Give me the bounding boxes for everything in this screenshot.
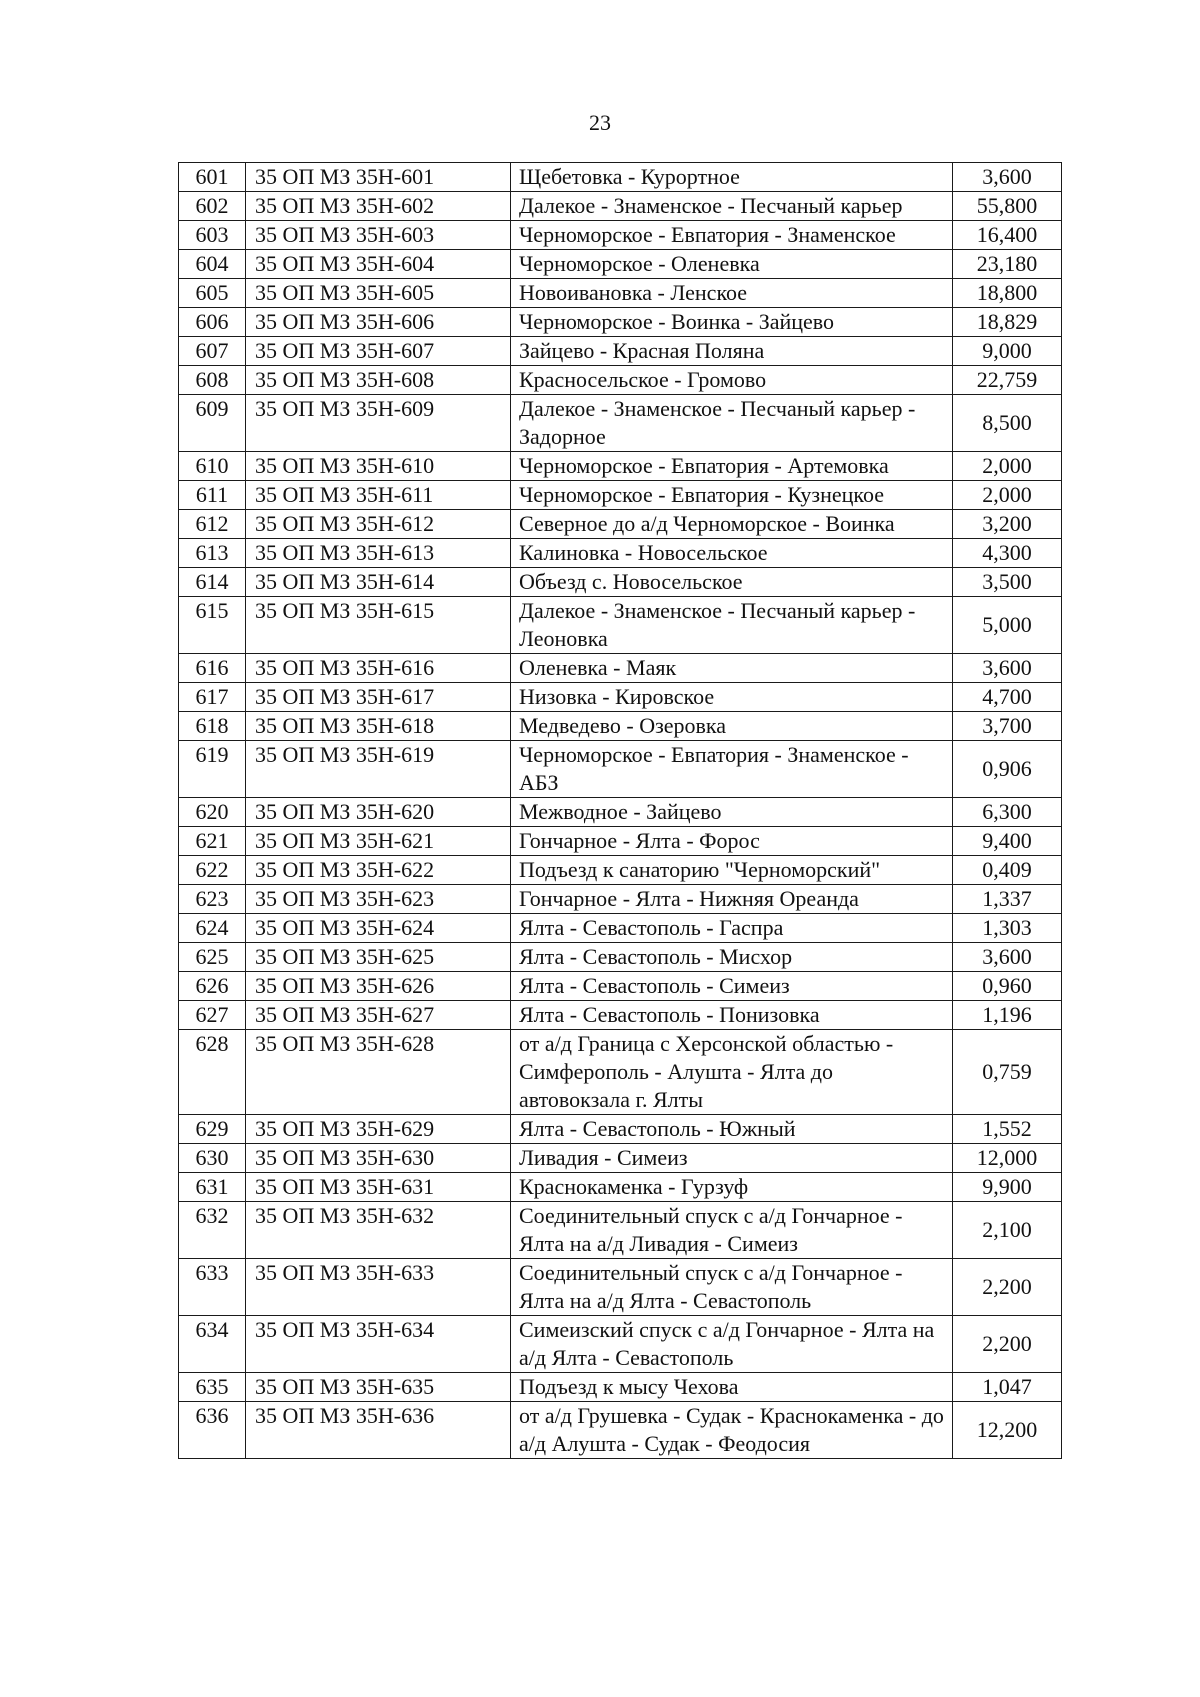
road-code-cell: 35 ОП МЗ 35Н-628 [246,1030,511,1115]
road-length-cell: 0,960 [953,972,1062,1001]
road-code-cell: 35 ОП МЗ 35Н-619 [246,741,511,798]
road-name-cell: Гончарное - Ялта - Форос [511,827,953,856]
road-code-cell: 35 ОП МЗ 35Н-625 [246,943,511,972]
row-number-cell: 624 [179,914,246,943]
table-row [179,654,1062,683]
road-name-cell: Оленевка - Маяк [511,654,953,683]
road-code-cell: 35 ОП МЗ 35Н-632 [246,1202,511,1259]
road-length-cell: 3,600 [953,654,1062,683]
row-number-cell: 601 [179,163,246,192]
table-row [179,1001,1062,1030]
road-code-cell: 35 ОП МЗ 35Н-611 [246,481,511,510]
table-row [179,943,1062,972]
table-row [179,1316,1062,1373]
road-length-cell: 2,000 [953,481,1062,510]
road-code-cell: 35 ОП МЗ 35Н-610 [246,452,511,481]
row-number-cell: 611 [179,481,246,510]
road-code-cell: 35 ОП МЗ 35Н-621 [246,827,511,856]
road-name-cell: Красносельское - Громово [511,366,953,395]
road-length-cell: 12,000 [953,1144,1062,1173]
road-length-cell: 3,600 [953,943,1062,972]
row-number-cell: 619 [179,741,246,798]
row-number-cell: 605 [179,279,246,308]
road-name-cell: Щебетовка - Курортное [511,163,953,192]
row-number-cell: 608 [179,366,246,395]
road-length-cell: 22,759 [953,366,1062,395]
road-code-cell: 35 ОП МЗ 35Н-614 [246,568,511,597]
row-number-cell: 632 [179,1202,246,1259]
road-name-cell: Далекое - Знаменское - Песчаный карьер - Леоновка [511,597,953,654]
road-name-cell: Черноморское - Евпатория - Знаменское - АБЗ [511,741,953,798]
road-name-cell: Черноморское - Евпатория - Кузнецкое [511,481,953,510]
road-length-cell: 3,500 [953,568,1062,597]
road-length-cell: 1,552 [953,1115,1062,1144]
row-number-cell: 623 [179,885,246,914]
road-length-cell: 8,500 [953,395,1062,452]
road-name-cell: Ялта - Севастополь - Понизовка [511,1001,953,1030]
row-number-cell: 633 [179,1259,246,1316]
row-number-cell: 635 [179,1373,246,1402]
road-code-cell: 35 ОП МЗ 35Н-612 [246,510,511,539]
row-number-cell: 607 [179,337,246,366]
road-length-cell: 4,700 [953,683,1062,712]
road-code-cell: 35 ОП МЗ 35Н-603 [246,221,511,250]
row-number-cell: 627 [179,1001,246,1030]
road-name-cell: Калиновка - Новосельское [511,539,953,568]
row-number-cell: 634 [179,1316,246,1373]
road-name-cell: Черноморское - Воинка - Зайцево [511,308,953,337]
road-name-cell: Объезд с. Новосельское [511,568,953,597]
table-row [179,568,1062,597]
table-row [179,1202,1062,1259]
road-code-cell: 35 ОП МЗ 35Н-630 [246,1144,511,1173]
road-length-cell: 3,200 [953,510,1062,539]
road-code-cell: 35 ОП МЗ 35Н-604 [246,250,511,279]
road-length-cell: 18,800 [953,279,1062,308]
row-number-cell: 626 [179,972,246,1001]
road-code-cell: 35 ОП МЗ 35Н-626 [246,972,511,1001]
road-length-cell: 0,906 [953,741,1062,798]
road-name-cell: Черноморское - Евпатория - Знаменское [511,221,953,250]
row-number-cell: 612 [179,510,246,539]
table-row [179,683,1062,712]
road-code-cell: 35 ОП МЗ 35Н-622 [246,856,511,885]
table-row [179,337,1062,366]
road-name-cell: Подъезд к санаторию "Черноморский" [511,856,953,885]
row-number-cell: 613 [179,539,246,568]
table-row [179,510,1062,539]
road-name-cell: Далекое - Знаменское - Песчаный карьер - Задорное [511,395,953,452]
road-code-cell: 35 ОП МЗ 35Н-602 [246,192,511,221]
row-number-cell: 604 [179,250,246,279]
road-name-cell: Зайцево - Красная Поляна [511,337,953,366]
row-number-cell: 629 [179,1115,246,1144]
table-row [179,972,1062,1001]
table-row [179,163,1062,192]
road-code-cell: 35 ОП МЗ 35Н-601 [246,163,511,192]
table-row [179,856,1062,885]
road-code-cell: 35 ОП МЗ 35Н-608 [246,366,511,395]
table-row [179,250,1062,279]
row-number-cell: 602 [179,192,246,221]
road-code-cell: 35 ОП МЗ 35Н-615 [246,597,511,654]
road-code-cell: 35 ОП МЗ 35Н-634 [246,1316,511,1373]
row-number-cell: 620 [179,798,246,827]
road-length-cell: 2,200 [953,1259,1062,1316]
road-code-cell: 35 ОП МЗ 35Н-629 [246,1115,511,1144]
road-code-cell: 35 ОП МЗ 35Н-618 [246,712,511,741]
table-row [179,481,1062,510]
road-length-cell: 16,400 [953,221,1062,250]
table-row [179,539,1062,568]
row-number-cell: 631 [179,1173,246,1202]
road-code-cell: 35 ОП МЗ 35Н-635 [246,1373,511,1402]
row-number-cell: 628 [179,1030,246,1115]
row-number-cell: 614 [179,568,246,597]
table-row [179,192,1062,221]
table-row [179,452,1062,481]
road-code-cell: 35 ОП МЗ 35Н-605 [246,279,511,308]
road-name-cell: Ялта - Севастополь - Южный [511,1115,953,1144]
road-name-cell: Краснокаменка - Гурзуф [511,1173,953,1202]
road-code-cell: 35 ОП МЗ 35Н-633 [246,1259,511,1316]
road-code-cell: 35 ОП МЗ 35Н-616 [246,654,511,683]
table-row [179,308,1062,337]
road-code-cell: 35 ОП МЗ 35Н-607 [246,337,511,366]
row-number-cell: 615 [179,597,246,654]
road-name-cell: Низовка - Кировское [511,683,953,712]
road-length-cell: 2,100 [953,1202,1062,1259]
row-number-cell: 618 [179,712,246,741]
road-name-cell: Медведево - Озеровка [511,712,953,741]
road-name-cell: Черноморское - Оленевка [511,250,953,279]
road-code-cell: 35 ОП МЗ 35Н-636 [246,1402,511,1459]
roads-table [178,162,1062,1459]
road-code-cell: 35 ОП МЗ 35Н-613 [246,539,511,568]
road-name-cell: Новоивановка - Ленское [511,279,953,308]
road-name-cell: Симеизский спуск с а/д Гончарное - Ялта на а/д Ялта - Севастополь [511,1316,953,1373]
row-number-cell: 630 [179,1144,246,1173]
road-length-cell: 9,000 [953,337,1062,366]
road-name-cell: Подъезд к мысу Чехова [511,1373,953,1402]
page-number: 23 [589,110,611,135]
road-length-cell: 9,900 [953,1173,1062,1202]
row-number-cell: 617 [179,683,246,712]
road-name-cell: Ялта - Севастополь - Гаспра [511,914,953,943]
row-number-cell: 636 [179,1402,246,1459]
table-row [179,597,1062,654]
row-number-cell: 621 [179,827,246,856]
row-number-cell: 610 [179,452,246,481]
table-row [179,395,1062,452]
road-name-cell: Соединительный спуск с а/д Гончарное - Ялта на а/д Ливадия - Симеиз [511,1202,953,1259]
road-length-cell: 6,300 [953,798,1062,827]
table-row [179,1144,1062,1173]
road-name-cell: от а/д Граница с Херсонской областью - Симферополь - Алушта - Ялта до автовокзала г. Ялты [511,1030,953,1115]
road-length-cell: 0,759 [953,1030,1062,1115]
row-number-cell: 625 [179,943,246,972]
road-length-cell: 3,600 [953,163,1062,192]
table-row [179,712,1062,741]
road-name-cell: Ялта - Севастополь - Симеиз [511,972,953,1001]
road-length-cell: 18,829 [953,308,1062,337]
road-length-cell: 9,400 [953,827,1062,856]
road-code-cell: 35 ОП МЗ 35Н-617 [246,683,511,712]
row-number-cell: 609 [179,395,246,452]
road-name-cell: Соединительный спуск с а/д Гончарное - Ялта на а/д Ялта - Севастополь [511,1259,953,1316]
road-code-cell: 35 ОП МЗ 35Н-627 [246,1001,511,1030]
road-name-cell: Межводное - Зайцево [511,798,953,827]
row-number-cell: 616 [179,654,246,683]
road-code-cell: 35 ОП МЗ 35Н-620 [246,798,511,827]
road-code-cell: 35 ОП МЗ 35Н-631 [246,1173,511,1202]
road-code-cell: 35 ОП МЗ 35Н-609 [246,395,511,452]
table-row [179,1030,1062,1115]
table-row [179,827,1062,856]
road-length-cell: 23,180 [953,250,1062,279]
road-code-cell: 35 ОП МЗ 35Н-624 [246,914,511,943]
road-name-cell: от а/д Грушевка - Судак - Краснокаменка - до а/д Алушта - Судак - Феодосия [511,1402,953,1459]
road-length-cell: 5,000 [953,597,1062,654]
row-number-cell: 603 [179,221,246,250]
table-row [179,1115,1062,1144]
road-length-cell: 2,000 [953,452,1062,481]
road-code-cell: 35 ОП МЗ 35Н-606 [246,308,511,337]
road-length-cell: 1,303 [953,914,1062,943]
table-row [179,798,1062,827]
road-name-cell: Ялта - Севастополь - Мисхор [511,943,953,972]
table-row [179,1402,1062,1459]
road-length-cell: 4,300 [953,539,1062,568]
table-row [179,279,1062,308]
road-name-cell: Черноморское - Евпатория - Артемовка [511,452,953,481]
road-length-cell: 1,047 [953,1373,1062,1402]
road-name-cell: Гончарное - Ялта - Нижняя Ореанда [511,885,953,914]
road-name-cell: Северное до а/д Черноморское - Воинка [511,510,953,539]
road-length-cell: 3,700 [953,712,1062,741]
table-row [179,366,1062,395]
road-length-cell: 0,409 [953,856,1062,885]
road-length-cell: 55,800 [953,192,1062,221]
table-row [179,1173,1062,1202]
table-row [179,1259,1062,1316]
road-name-cell: Ливадия - Симеиз [511,1144,953,1173]
table-row [179,741,1062,798]
row-number-cell: 622 [179,856,246,885]
road-length-cell: 1,196 [953,1001,1062,1030]
roads-table-body [179,163,1062,1459]
table-row [179,885,1062,914]
road-name-cell: Далекое - Знаменское - Песчаный карьер [511,192,953,221]
road-length-cell: 1,337 [953,885,1062,914]
table-row [179,1373,1062,1402]
table-row [179,221,1062,250]
road-length-cell: 12,200 [953,1402,1062,1459]
road-length-cell: 2,200 [953,1316,1062,1373]
row-number-cell: 606 [179,308,246,337]
table-row [179,914,1062,943]
road-code-cell: 35 ОП МЗ 35Н-623 [246,885,511,914]
